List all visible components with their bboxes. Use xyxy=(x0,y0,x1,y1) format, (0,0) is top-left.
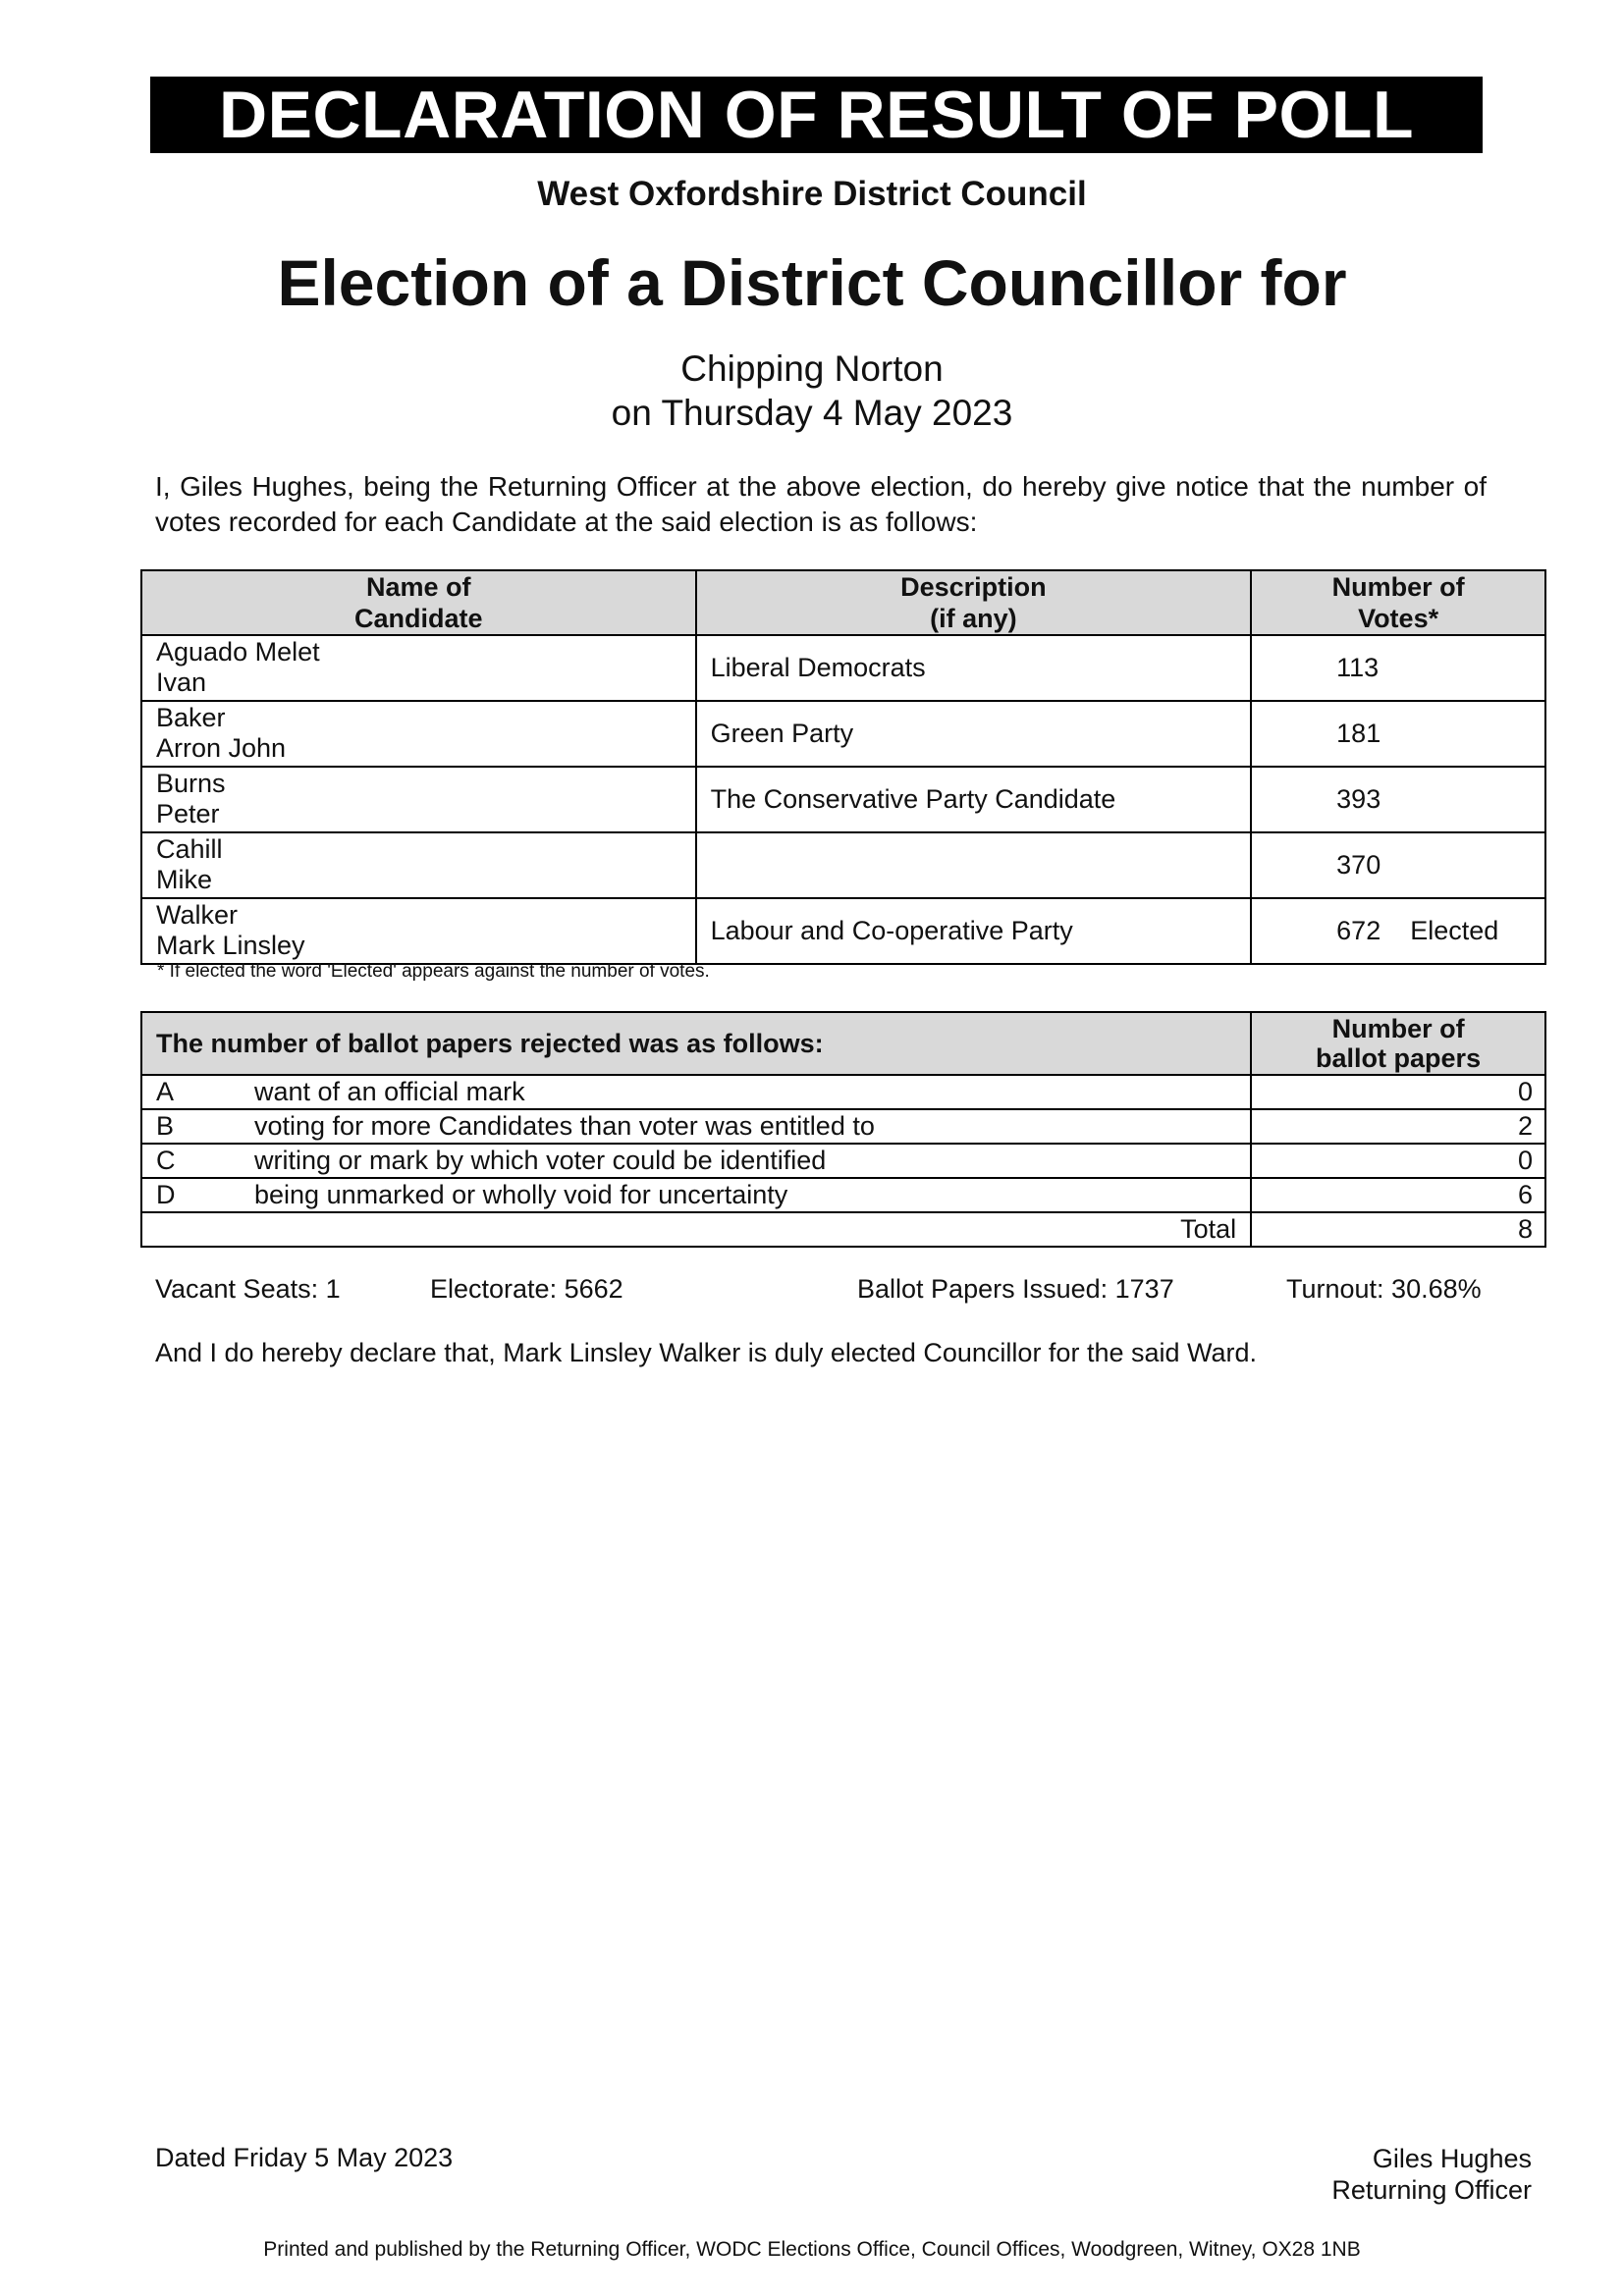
header-text: Candidate xyxy=(354,604,483,633)
header-name-of-candidate xyxy=(141,570,696,635)
candidate-surname: Cahill xyxy=(156,834,223,864)
vacant-seats: Vacant Seats: 1 xyxy=(155,1274,341,1304)
intro-paragraph: I, Giles Hughes, being the Returning Officer at the above election, do hereby give notice that the number of votes recorded for each Candidate at the said election is as follows: xyxy=(155,471,1487,537)
header-text: Votes* xyxy=(1358,604,1439,633)
candidate-surname: Burns xyxy=(156,769,226,798)
electorate: Electorate: 5662 xyxy=(430,1274,623,1304)
candidate-votes xyxy=(1251,898,1545,964)
rejected-header-row xyxy=(141,1012,1545,1075)
candidate-votes xyxy=(1251,832,1545,898)
candidate-forenames: Mike xyxy=(156,865,213,894)
candidate-name xyxy=(141,832,696,898)
candidate-forenames: Ivan xyxy=(156,667,207,697)
turnout: Turnout: 30.68% xyxy=(1286,1274,1482,1304)
dated-line: Dated Friday 5 May 2023 xyxy=(155,2143,454,2172)
rejection-reason-text: writing or mark by which voter could be identified xyxy=(254,1146,827,1175)
header-text: Number of xyxy=(1331,572,1465,602)
rejected-ballots-table xyxy=(140,1011,1546,1248)
candidate-surname: Walker xyxy=(156,900,239,930)
vote-count: 370 xyxy=(1336,850,1381,880)
vote-count: 181 xyxy=(1336,719,1381,748)
rejection-row xyxy=(141,1144,1545,1178)
candidate-forenames: Mark Linsley xyxy=(156,931,305,960)
results-table xyxy=(140,569,1546,965)
rejection-total-row xyxy=(141,1212,1545,1247)
ward-name: Chipping Norton xyxy=(680,348,944,389)
candidate-description: The Conservative Party Candidate xyxy=(696,767,1252,832)
rejection-row xyxy=(141,1109,1545,1144)
elected-marker: Elected xyxy=(1410,916,1499,945)
header-text: ballot papers xyxy=(1316,1043,1482,1073)
ballot-papers-issued: Ballot Papers Issued: 1737 xyxy=(857,1274,1174,1304)
candidate-name xyxy=(141,701,696,767)
header-description xyxy=(696,570,1252,635)
rejection-count: 0 xyxy=(1251,1075,1545,1109)
candidate-name xyxy=(141,767,696,832)
vote-count: 113 xyxy=(1336,653,1380,682)
signer-title: Returning Officer xyxy=(1331,2175,1532,2205)
rejected-table-title: The number of ballot papers rejected was as follows: xyxy=(141,1012,1251,1075)
candidate-surname: Aguado Melet xyxy=(156,637,320,667)
candidate-forenames: Peter xyxy=(156,799,220,828)
signature-block xyxy=(1331,2143,1532,2206)
header-number-of-votes xyxy=(1251,570,1545,635)
candidate-votes xyxy=(1251,635,1545,701)
candidate-description xyxy=(696,832,1252,898)
header-text: Name of xyxy=(366,572,471,602)
candidate-row xyxy=(141,701,1545,767)
results-header-row xyxy=(141,570,1545,635)
election-title: Election of a District Councillor for xyxy=(277,246,1347,319)
results-footnote: * If elected the word 'Elected' appears against the number of votes. xyxy=(157,961,710,982)
candidate-description: Labour and Co-operative Party xyxy=(696,898,1252,964)
rejection-code: A xyxy=(156,1077,175,1106)
rejection-reason xyxy=(141,1144,1251,1178)
candidate-description: Green Party xyxy=(696,701,1252,767)
candidate-votes xyxy=(1251,701,1545,767)
candidate-name xyxy=(141,635,696,701)
rejection-row xyxy=(141,1075,1545,1109)
candidate-votes xyxy=(1251,767,1545,832)
declaration-statement: And I do hereby declare that, Mark Linsley Walker is duly elected Councillor for the said Ward. xyxy=(155,1338,1258,1367)
rejection-reason-text: being unmarked or wholly void for uncertainty xyxy=(254,1180,788,1209)
header-text: Description xyxy=(900,572,1047,602)
rejection-count: 2 xyxy=(1251,1109,1545,1144)
rejection-reason xyxy=(141,1075,1251,1109)
candidate-surname: Baker xyxy=(156,703,226,732)
signer-name: Giles Hughes xyxy=(1372,2144,1532,2173)
total-label: Total xyxy=(141,1212,1251,1247)
header-text: (if any) xyxy=(930,604,1017,633)
candidate-row xyxy=(141,635,1545,701)
candidate-description: Liberal Democrats xyxy=(696,635,1252,701)
document-banner: DECLARATION OF RESULT OF POLL xyxy=(150,77,1483,153)
header-text: Number of xyxy=(1331,1014,1465,1043)
rejection-row xyxy=(141,1178,1545,1212)
total-value: 8 xyxy=(1251,1212,1545,1247)
rejection-code: D xyxy=(156,1180,176,1209)
vote-count: 672 xyxy=(1336,916,1381,945)
council-name: West Oxfordshire District Council xyxy=(537,175,1087,213)
candidate-row xyxy=(141,832,1545,898)
rejection-reason-text: voting for more Candidates than voter was entitled to xyxy=(254,1111,875,1141)
rejection-code: B xyxy=(156,1111,175,1141)
candidate-row xyxy=(141,767,1545,832)
rejection-reason-text: want of an official mark xyxy=(254,1077,525,1106)
rejection-reason xyxy=(141,1109,1251,1144)
vote-count: 393 xyxy=(1336,784,1381,814)
imprint-line: Printed and published by the Returning Officer, WODC Elections Office, Council Offices, Woodgreen, Witney, OX28 1NB xyxy=(263,2238,1361,2261)
poll-date: on Thursday 4 May 2023 xyxy=(611,393,1013,433)
candidate-name xyxy=(141,898,696,964)
rejection-count: 6 xyxy=(1251,1178,1545,1212)
header-number-of-ballot-papers xyxy=(1251,1012,1545,1075)
candidate-row xyxy=(141,898,1545,964)
rejection-code: C xyxy=(156,1146,176,1175)
candidate-forenames: Arron John xyxy=(156,733,287,763)
rejection-count: 0 xyxy=(1251,1144,1545,1178)
rejection-reason xyxy=(141,1178,1251,1212)
